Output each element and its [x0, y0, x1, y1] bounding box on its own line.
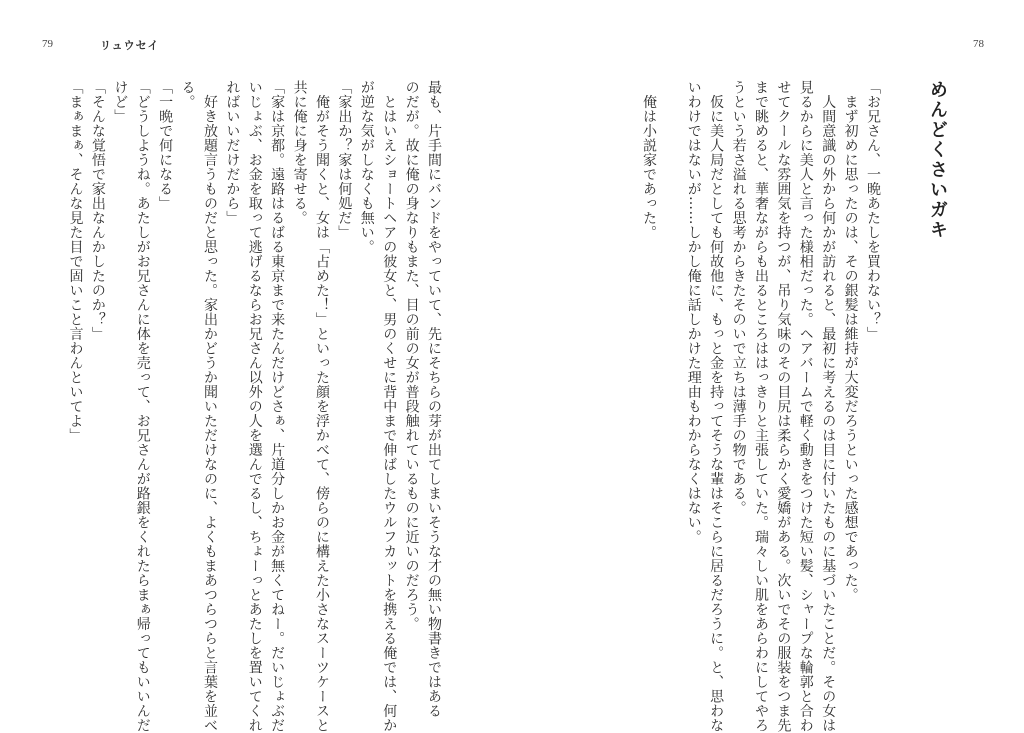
- left-page-body: [64, 80, 445, 733]
- body-line: 最も、片手間にバンドをやっていて、先にそちらの芽が出てしまいそうな才の無い物書きではある: [426, 80, 442, 718]
- body-line: 「家出か？家は何処だ」: [336, 80, 353, 240]
- chapter-title: めんどくさいガキ: [927, 80, 948, 240]
- body-line: 見るからに美人と言った様相だった。ヘアバームで軽く動きをつけた短い髪、シャープな輪郭と合わ: [797, 80, 814, 733]
- body-line: 「家は京都。遠路はるばる東京まで来たんだけどさぁ、片道分しかお金が無くてねー。だいじょぶだ: [269, 80, 286, 733]
- body-line: [660, 80, 682, 692]
- body-line: とはいえショートヘアの彼女と、男のくせに背中まで伸ばしたウルフカットを携える俺では、何か: [381, 80, 398, 733]
- body-line: が逆な気がしなくも無い。: [358, 80, 375, 254]
- body-line: まず初めに思ったのは、その銀髪は維持が大変だろうといった感想であった。: [842, 80, 859, 602]
- body-line: のだが。故に俺の身なりもまた、目の前の女が普段触れているものに近いのだろう。: [403, 80, 420, 631]
- running-title: リュウセイ: [100, 39, 160, 52]
- body-line: まで眺めると、華奢ながらも出るところははっきりと主張していた。瑞々しい肌をあらわにしてやろ: [752, 80, 769, 733]
- body-line: せてクールな雰囲気を持つが、吊り気味のその目尻は柔らかく愛嬌がある。次いでその服装をつま先: [775, 80, 792, 733]
- body-line: けど」: [112, 80, 129, 124]
- body-line: 「どうしようね。あたしがお兄さんに体を売って、お兄さんが路銀をくれたらまぁ帰ってもいいんだ: [134, 80, 151, 733]
- body-line: 好き放題言うものだと思った。家出かどうか聞いただけなのに、よくもまあつらつらと言葉を並べ: [201, 80, 218, 733]
- body-line: いわけではないが……しかし俺に話しかけた理由もわからなくはない。: [685, 80, 702, 544]
- body-line: ればいいだけだから」: [224, 80, 241, 225]
- body-line: 仮に美人局だとしても何故他に、もっと金を持ってそうな輩はそこらに居るだろうに。と、思わな: [708, 80, 725, 733]
- body-line: 俺は小説家であった。: [640, 80, 657, 240]
- body-line: 「お兄さん、一晩あたしを買わない？」: [865, 80, 881, 341]
- body-line: る。: [179, 80, 196, 109]
- body-line: 「まぁまぁ、そんな見た目で固いこと言わんといてよ」: [67, 80, 84, 443]
- body-line: 人間意識の外から何かが訪れると、最初に考えるのは目に付いたものに基づいたことだ。その女は: [820, 80, 837, 733]
- page-number-left: 79: [42, 38, 53, 50]
- body-line: 「一晩で何になる」: [157, 80, 174, 211]
- right-page-body: [638, 80, 884, 733]
- right-page: [512, 0, 1024, 733]
- body-line: 「そんな覚悟で家出なんかしたのか？」: [89, 80, 106, 341]
- page-number-right: 78: [973, 38, 984, 50]
- body-line: いじょぶ、お金を取って逃げるならお兄さん以外の人を選んでるし、ちょーっとあたしを置いてくれ: [246, 80, 263, 733]
- body-line: 共に俺に身を寄せる。: [291, 80, 308, 225]
- body-line: 俺がそう聞くと、女は「占めた！」といった顔を浮かべて、傍らのに構えた小さなスーツケースと: [313, 80, 330, 733]
- body-line: うという若さ溢れる思考からきたそのいで立ちは薄手の物である。: [730, 80, 747, 515]
